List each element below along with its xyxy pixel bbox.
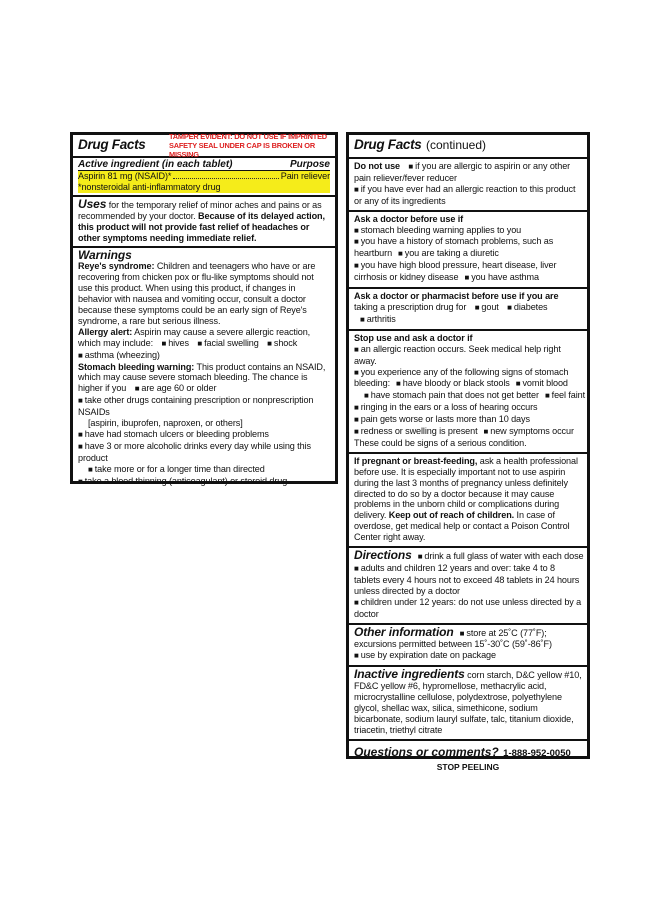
ask-doctor-section: Ask a doctor before use if ■ stomach bleeding warning applies to you ■ you have a history of stomach problems, such as heartburn■ you are taking a diuretic ■ you have high blood pressure, heart disease, liver cirrhosis or kidney disease■ you have asthma <box>349 212 587 289</box>
stomach-bleeding-warning: Stomach bleeding warning: This product contains an NSAID, which may cause severe stomach bleeding. The chance is higher if you ■ are age 60 or older <box>78 362 330 396</box>
stop-use-section: Stop use and ask a doctor if ■ an allergic reaction occurs. Seek medical help right away. ■ you experience any of the following signs of stomach bleeding:■ have bloody or black stools■ vomit blood ■ have stomach pain that does not get better■ feel faint ■ ringing in the ears or a loss of hearing occurs ■ pain gets worse or lasts more than 10 days ■ redness or swelling is present■ new symptoms occur These could be signs of a serious condition. <box>349 331 587 454</box>
uses-heading: Uses <box>78 196 107 211</box>
reyes-warning: Reye's syndrome: Children and teenagers who have or are recovering from chicken pox or flu-like symptoms should not use this product. When using this product, if changes in behavior with nausea and vomiting occur, consult a doctor because these symptoms could be an early sign of Reye's syndrome, a rare but serious illness. <box>78 261 316 326</box>
drug-facts-continued-header: Drug Facts (continued) <box>349 135 587 159</box>
nsaid-note: *nonsteroidal anti-inflammatory drug <box>78 181 221 192</box>
stop-peeling-label: STOP PEELING <box>436 762 500 772</box>
active-ingredient-row: Aspirin 81 mg (NSAID)* Pain reliever <box>78 171 330 181</box>
drug-facts-title: Drug Facts <box>78 137 146 152</box>
stomach-item: ■ take other drugs containing prescription or nonprescription NSAIDs <box>78 395 330 418</box>
do-not-use-section: Do not use ■ if you are allergic to aspirin or any other pain reliever/fever reducer ■ if you have ever had an allergic reaction to this product or any of its ingredients <box>349 159 587 212</box>
drug-facts-header <box>73 132 335 159</box>
other-information-section: Other information■ store at 25˚C (77˚F); excursions permitted between 15˚-30˚C (59˚-86˚F) ■ use by expiration date on package <box>349 625 587 668</box>
drug-facts-panel-left <box>70 132 338 484</box>
inactive-ingredients-section: Inactive ingredients corn starch, D&C yellow #10, FD&C yellow #6, hypromellose, methacrylic acid, microcrystalline cellulose, polydextrose, polyethylene glycol, shellac wax, silica, simethicone, sodium bicarbonate, sodium lauryl sulfate, talc, titanium dioxide, triacetin, triethyl citrate <box>349 667 587 740</box>
uses-section: Uses for the temporary relief of minor aches and pains or as recommended by your doctor. Because of its delayed action, this product will not provide fast relief of headaches or other symptoms needing immediate relief. <box>73 197 335 249</box>
phone-number: 1-888-952-0050 <box>503 747 571 759</box>
warnings-section <box>73 248 335 490</box>
tamper-evident-warning: TAMPER EVIDENT: DO NOT USE IF IMPRINTED SAFETY SEAL UNDER CAP IS BROKEN OR MISSING <box>169 132 327 159</box>
active-ingredient-highlight <box>78 171 330 193</box>
directions-section: Directions■ drink a full glass of water with each dose ■ adults and children 12 years and over: take 4 to 8 tablets every 4 hours not to exceed 48 tablets in 24 hours unless directed by a doctor ■ children under 12 years: do not use unless directed by a doctor <box>349 548 587 624</box>
stomach-item: ■ take a blood thinning (anticoagulant) or steroid drug <box>78 476 330 488</box>
stomach-item-sub: [aspirin, ibuprofen, naproxen, or others] <box>88 418 243 429</box>
stomach-item-sub: ■ take more or for a longer time than directed <box>78 464 330 476</box>
drug-facts-title: Drug Facts <box>354 137 422 152</box>
stomach-item: ■ have 3 or more alcoholic drinks every day while using this product <box>78 441 330 464</box>
active-ingredient-header: Active ingredient (in each tablet) Purpose <box>78 159 330 170</box>
stomach-item: ■ have had stomach ulcers or bleeding problems <box>78 429 330 441</box>
pregnancy-section: If pregnant or breast-feeding, ask a health professional before use. It is especially important not to use aspirin during the last 3 months of pregnancy unless definitely directed to do so by a doctor because it may cause problems in the unborn child or complications during delivery. Keep out of reach of children. In case of overdose, get medical help or contact a Poison Control Center right away. <box>349 454 587 548</box>
drug-facts-panel-right <box>346 132 590 759</box>
ask-pharmacist-section: Ask a doctor or pharmacist before use if you are taking a prescription drug for ■ gout ■ diabetes ■ arthritis <box>349 289 587 331</box>
active-ingredient-section <box>73 158 335 197</box>
allergy-alert: Allergy alert: Aspirin may cause a severe allergic reaction, which may include: ■ hives ■ facial swelling ■ shock <box>78 327 330 350</box>
allergy-item: ■ asthma (wheezing) <box>78 350 330 362</box>
questions-section: Questions or comments? 1-888-952-0050 <box>354 744 571 759</box>
warnings-heading: Warnings <box>78 248 132 263</box>
